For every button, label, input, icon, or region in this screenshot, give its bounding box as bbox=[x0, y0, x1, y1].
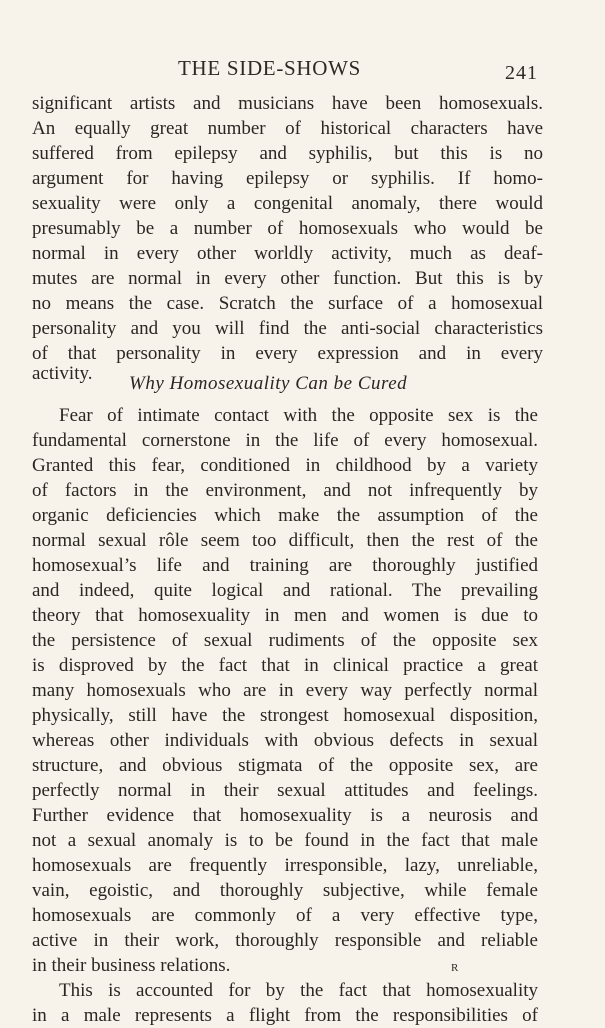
text-line: whereas other individuals with obvious defects in sexual bbox=[32, 730, 538, 751]
text-line: in their business relations. bbox=[32, 955, 231, 976]
text-line: normal in every other worldly activity, much as deaf- bbox=[32, 243, 543, 264]
signature-mark: R bbox=[451, 962, 459, 974]
text-line: many homosexuals who are in every way perfectly normal bbox=[32, 680, 538, 701]
text-line: This is accounted for by the fact that homosexuality bbox=[59, 980, 538, 1001]
text-line: active in their work, thoroughly responsible and reliable bbox=[32, 930, 538, 951]
text-line: suffered from epilepsy and syphilis, but this is no bbox=[32, 143, 543, 164]
text-line: homosexuals are frequently irresponsible, lazy, unreliable, bbox=[32, 855, 538, 876]
text-line: presumably be a number of homosexuals who would be bbox=[32, 218, 543, 239]
text-line: homosexual’s life and training are thoroughly justified bbox=[32, 555, 538, 576]
text-line: is disproved by the fact that in clinical practice a great bbox=[32, 655, 538, 676]
page-number: 241 bbox=[505, 62, 538, 84]
text-line: structure, and obvious stigmata of the opposite sex, are bbox=[32, 755, 538, 776]
text-line: significant artists and musicians have been homosexuals. bbox=[32, 93, 543, 114]
text-line: normal sexual rôle seem too difficult, then the rest of the bbox=[32, 530, 538, 551]
text-line: no means the case. Scratch the surface of a homosexual bbox=[32, 293, 543, 314]
text-line: argument for having epilepsy or syphilis. If homo- bbox=[32, 168, 543, 189]
text-line: organic deficiencies which make the assumption of the bbox=[32, 505, 538, 526]
text-line: personality and you will find the anti-social characteristics bbox=[32, 318, 543, 339]
text-line: and indeed, quite logical and rational. The prevailing bbox=[32, 580, 538, 601]
text-line: theory that homosexuality in men and women is due to bbox=[32, 605, 538, 626]
text-line: perfectly normal in their sexual attitudes and feelings. bbox=[32, 780, 538, 801]
text-line: the persistence of sexual rudiments of the opposite sex bbox=[32, 630, 538, 651]
text-line: Further evidence that homosexuality is a neurosis and bbox=[32, 805, 538, 826]
text-line: of factors in the environment, and not infrequently by bbox=[32, 480, 538, 501]
text-line: Granted this fear, conditioned in childhood by a variety bbox=[32, 455, 538, 476]
text-line: Fear of intimate contact with the opposite sex is the bbox=[59, 405, 538, 426]
text-line: fundamental cornerstone in the life of every homosexual. bbox=[32, 430, 538, 451]
text-line: homosexuals are commonly of a very effective type, bbox=[32, 905, 538, 926]
text-line: in a male represents a flight from the responsibilities of bbox=[32, 1005, 538, 1026]
text-line: not a sexual anomaly is to be found in the fact that male bbox=[32, 830, 538, 851]
text-line: vain, egoistic, and thoroughly subjective, while female bbox=[32, 880, 538, 901]
text-line: physically, still have the strongest homosexual disposition, bbox=[32, 705, 538, 726]
section-heading: Why Homosexuality Can be Cured bbox=[129, 373, 408, 394]
text-line: An equally great number of historical characters have bbox=[32, 118, 543, 139]
text-line: activity. bbox=[32, 363, 93, 384]
text-line: mutes are normal in every other function. But this is by bbox=[32, 268, 543, 289]
text-line: sexuality were only a congenital anomaly, there would bbox=[32, 193, 543, 214]
running-title: THE SIDE-SHOWS bbox=[178, 56, 362, 80]
text-line: of that personality in every expression and in every bbox=[32, 343, 543, 364]
